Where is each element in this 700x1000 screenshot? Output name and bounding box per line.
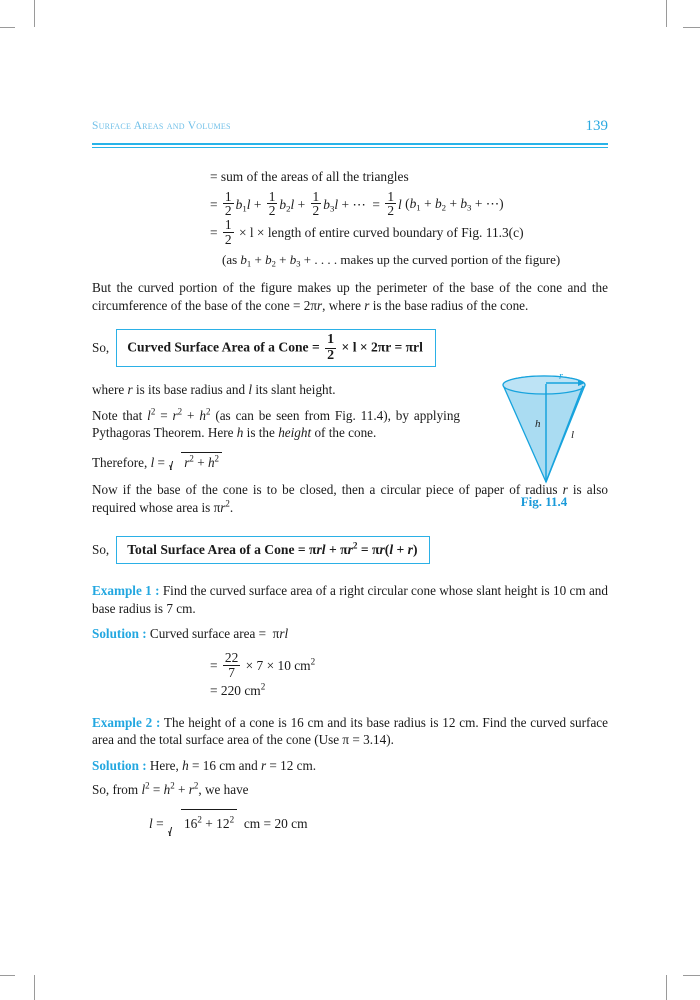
total-surface-area-formula-box: Total Surface Area of a Cone = $\pi rl + \pi r^2 = \pi r(l + r)$ (116, 536, 430, 564)
crop-mark-top-left-vertical (34, 0, 35, 27)
example-1-step-1: = $\frac{22}{7}$ × 7 × 10 $cm^2$ (210, 649, 316, 680)
curved-surface-area-formula-box (116, 329, 436, 367)
paragraph-curved-portion: But the curved portion of the figure makes up the perimeter of the base of the cone and the circumference of the base of the cone = 2πr, where r is the base radius of the cone. (92, 280, 608, 313)
sqrt-r2-plus-h2: $r^2 + h^2$ (170, 452, 222, 472)
therefore-label: Therefore, (92, 454, 148, 470)
paragraph-closed-base: Now if the base of the cone is to be closed, then a circular piece of paper of radius r is also required whose area is $\pi r^2$. (92, 482, 608, 515)
crop-mark-bottom-right-horizontal (683, 975, 700, 976)
csa-formula-tail: × l × 2πr = πrl (341, 339, 423, 355)
equation-line-half-l-boundary: = $\frac{1}{2}$ × l × length of entire curved boundary of Fig. 11.3(c) (210, 217, 524, 248)
csa-formula-line (92, 329, 608, 367)
equation-line-sum-of-areas: = sum of the areas of all the triangles (210, 168, 409, 184)
paragraph-pythagoras-note: Note that $l^2 = r^2 + h^2$ (as can be seen from Fig. 11.4), by applying Pythagoras Theorem. Here h is the height of the cone. (92, 406, 461, 441)
header-rule-thick (92, 143, 608, 145)
example-2-label: Example 2 : (92, 714, 161, 730)
tsa-formula-line (92, 536, 608, 564)
page-number: 139 (585, 118, 608, 134)
crop-mark-top-left-horizontal (0, 27, 15, 28)
equation-line-curved-portion-note: (as $b_1 + b_2 + b_3$ + . . . . makes up the curved portion of the figure) (222, 252, 561, 269)
csa-frac-denominator: 2 (327, 347, 335, 363)
step1-tail: × 7 × 10 $cm^2$ (245, 656, 316, 673)
example-2-so-line: So, from $l^2 = h^2 + r^2$, we have (92, 780, 249, 798)
so-label-tsa: So, (92, 542, 110, 558)
csa-frac-numerator: 1 (327, 332, 335, 348)
cone-label-l: l (571, 429, 575, 441)
crop-mark-bottom-right-vertical (666, 975, 667, 1000)
figure-caption: Fig. 11.4 (520, 494, 568, 509)
example-2-solution-label: Solution : (92, 757, 147, 773)
example-1-solution-label: Solution : (92, 626, 147, 642)
running-head-title: Surface Areas and Volumes (92, 120, 231, 132)
crop-mark-top-right-horizontal (683, 27, 700, 28)
step1-denominator: 7 (223, 665, 240, 680)
step1-numerator: 22 (224, 649, 239, 665)
example-1-label: Example 1 : (92, 583, 160, 599)
cone-base-ellipse (503, 376, 585, 394)
example-1-text: Find the curved surface area of a right circular cone whose slant height is 10 cm and base radius is 7 cm. (92, 583, 608, 616)
example-1-solution-lead: Solution : Curved surface area = πrl (92, 626, 289, 642)
equation-block-1 (92, 164, 608, 274)
so-label-csa: So, (92, 340, 110, 356)
therefore-slant-height-line: Therefore, l = $r^2 + h^2$ (92, 452, 608, 472)
example-2-solution-lead: Solution : Here, h = 16 cm and r = 12 cm. (92, 757, 317, 773)
example-2-statement: Example 2 : The height of a cone is 16 cm and its base radius is 12 cm. Find the curved surface area and the total surface area of the cone (Use π = 3.14). (92, 714, 608, 748)
running-head (92, 120, 608, 142)
crop-mark-bottom-left-horizontal (0, 975, 15, 976)
sqrt-16sq-plus-12sq: $16^2 + 12^2$ (169, 809, 237, 837)
paragraph-base-radius-slant: where r is its base radius and l its slant height. (92, 382, 336, 398)
example-1-statement (92, 582, 608, 617)
crop-mark-top-right-vertical (666, 0, 667, 27)
cone-label-r: r (559, 372, 563, 382)
example-2-result: l = $16^2 + 12^2$ cm = 20 cm (149, 809, 608, 837)
equation-line-half-bl-sum: = $\frac{1}{2}$ $b_1l$ + $\frac{1}{2}$ $b_2l$ + $\frac{1}{2}$ $b_3l$ + ⋯ = $\frac{1}{2}$ l ($b_1 + b_2 + b_3$ + ⋯) (210, 188, 504, 219)
crop-mark-bottom-left-vertical (34, 975, 35, 1000)
example-1-step-2: = 220 $cm^2$ (210, 681, 266, 698)
cone-label-h: h (535, 418, 541, 430)
csa-formula-label: Curved Surface Area of a Cone = (127, 339, 320, 355)
equation-line3-tail: × l × length of entire curved boundary of Fig. 11.3(c) (238, 225, 524, 241)
